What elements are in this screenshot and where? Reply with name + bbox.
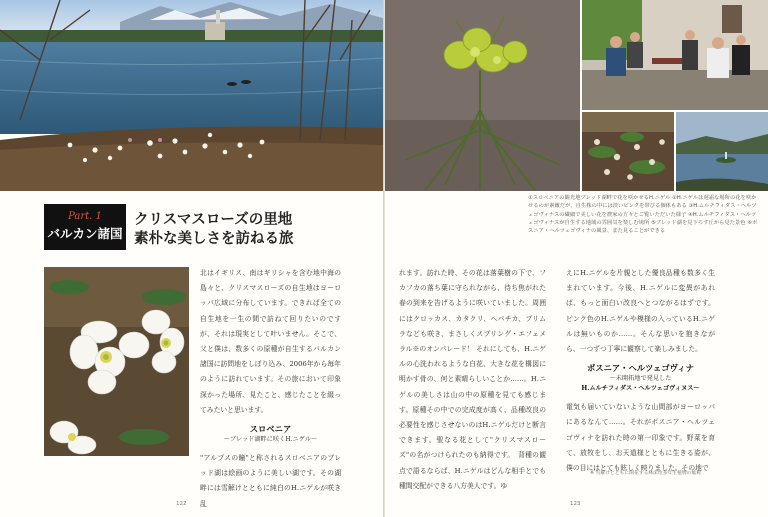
right-column-2-text [566,266,715,476]
part-number: Part. 1 [68,211,102,222]
photo-captions: ①スロベニアの観光地ブレッド湖畔で花を咲かせるH.ニゲル ②H.ニゲルは遅霜な場所の花を咲かせるのが素敵だが、自生株の中には淡いピンクを帯びる個体もある ③H.ムルチフィダス・ヘルツェゴヴィナスの繊細で美しい花を農家の方々とご覧いただいた様子 ④H.ムルチフィダス・ヘルツェゴヴィナスが自生する地域の雰囲気を楽しむ場所 ⑤ブレッド湖を見下ろす丘から見た景色 ⑥ボスニア・ヘルツェゴヴィナの風景、また見ることができる [528,195,758,235]
lake-bled-photo [0,0,383,191]
page-number-right: 123 [570,501,581,507]
green-hellebore-photo [385,0,580,191]
farmers-visit-photo [582,0,768,110]
page-number-left: 122 [176,501,187,507]
section-subheading-slovenia: 〜ブレッド湖畔に咲くH.ニゲル〜 [223,436,318,444]
part-label-box [44,204,126,250]
section-subheading-bosnia-2: H.ムルチフィダス・ヘルツェゴヴィヌス〜 [581,385,700,393]
slovenia-paragraph: "アルプスの瞳"と称されるスロベニアのブレッド湖は絵画のように美しい湖です。その湖畔には雪解けとともに純白のH.ニゲルが咲き乱 [200,454,341,508]
bled-view-photo [676,112,768,191]
slovenia-paragraph-continued: れます。訪れた時、その花は落葉樹の下で、フカフカの落ち葉に守られながら、待ち焦がれた春の到来を告げるように咲いていました。周囲にはクロッカス、カタクリ、ヘパチカ、プリムラなども咲き、まさしくスプリング・エフェメラル※のオンパレード！ それにしても、H.ニゲルの心洗われるような白花、大きな花を構図に明かす骨の、何と素晴らしいことか……。H.ニゲルの美しさは山の中の原種を見ても感じます。原種その中での完成度が高く、品種改良の必要性を感じさせないのはH.ニゲルだけと断言できます。聖なる花として"クリスマスローズ"の名がつけられたのも納得です。 背種の観点で語るならば、H.ニゲルはどんな相手とでも種間交配ができる八方美人です。ゆ [399,269,546,490]
hellebore-field-photo [582,112,674,191]
section-heading-bosnia: ボスニア・ヘルツェゴヴィナ [586,363,695,374]
intro-paragraph: 北はイギリス、南はギリシャを含む地中海の島々と、クリスマスローズの自生地はヨーロッパ広域に分布しています。できれば全ての自生地を一生の間で訪ねて回りたいのですが、それは現実として叶いません。そこで、父と僕は、数多くの原種が自生するバルカン諸国に訪問地をしぼり込み、2006年から毎年のように訪れています。その旅において印象深かった場所、見たこと、感じたことを綴ってみたいと思います。 [200,269,341,414]
left-page [0,0,383,517]
helleborus-niger-photo [44,267,189,456]
footnote: ※ 雪解けとともに開花する林床性多年生植物の総称 [590,471,702,476]
bosnia-paragraph: 電気も届いていないような山間部がヨーロッパにあるなんて……。それがボスニア・ヘルツェゴヴィナを訪れた時の第一印象です。野菜を育て、放牧をし、お天道様とともに生きる姿が、僕の目にはとても眩しく映りました。その地で [566,403,715,473]
part-title: バルカン諸国 [47,226,123,241]
right-column-1-text [399,266,546,494]
right-page [385,0,768,517]
left-column-text [200,266,341,512]
niger-variation-paragraph: えにH.ニゲルを片親とした優良品種も数多く生まれています。今後、H.ニゲルに変異があれば、もっと面白い改良へとつながるはずです。ピンク色のH.ニゲルや模様の入っているH.ニゲルは無いものか……。そんな思いを抱きながら、一つずつ丁寧に観察して楽しみました。 [566,269,715,354]
headline-line-2: 素朴な美しさを訪ねる旅 [134,230,294,247]
article-headline [134,210,294,248]
section-heading-slovenia: スロベニア [249,424,292,435]
headline-line-1: クリスマスローズの里地 [134,211,293,228]
section-subheading-bosnia-1: 〜未開拓地で発見した [609,375,672,383]
